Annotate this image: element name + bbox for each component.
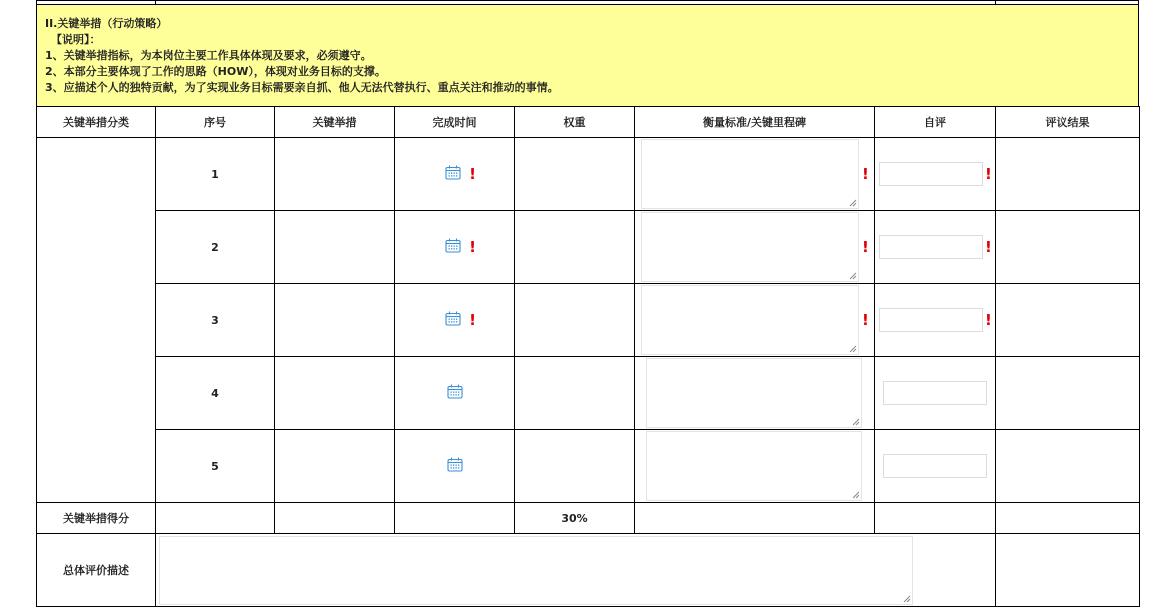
- criteria-cell: [635, 138, 875, 211]
- review-cell: [996, 211, 1140, 284]
- criteria-textarea[interactable]: [646, 431, 862, 501]
- due-date-cell: [395, 138, 515, 211]
- criteria-cell: [635, 357, 875, 430]
- row-seq: 5: [156, 430, 275, 503]
- weight-total: 30%: [515, 503, 635, 534]
- header-due-date: 完成时间: [395, 107, 515, 138]
- note-label: 【说明】：: [51, 33, 101, 46]
- self-eval-cell: [875, 138, 996, 211]
- criteria-cell: [635, 430, 875, 503]
- resize-grip-icon[interactable]: [903, 595, 911, 603]
- overall-description-textarea[interactable]: [159, 536, 913, 605]
- key-measures-form: [36, 0, 1139, 607]
- resize-grip-icon[interactable]: [849, 272, 857, 280]
- header-seq: 序号: [156, 107, 275, 138]
- resize-grip-icon[interactable]: [852, 418, 860, 426]
- required-mark: !: [469, 238, 476, 256]
- weight-cell[interactable]: [515, 430, 635, 503]
- category-cell: [37, 138, 156, 503]
- criteria-textarea[interactable]: [641, 212, 859, 282]
- resize-grip-icon[interactable]: [849, 199, 857, 207]
- calendar-icon[interactable]: [445, 311, 461, 329]
- key-measures-table: [36, 106, 1140, 607]
- measure-cell[interactable]: [275, 284, 395, 357]
- weight-cell[interactable]: [515, 284, 635, 357]
- table-row: [37, 138, 1140, 211]
- header-criteria: 衡量标准/关键里程碑: [635, 107, 875, 138]
- table-row: [37, 430, 1140, 503]
- measure-cell[interactable]: [275, 430, 395, 503]
- overall-description-cell: [156, 534, 996, 607]
- criteria-textarea[interactable]: [641, 139, 859, 209]
- criteria-cell: [635, 284, 875, 357]
- score-measure-cell: [275, 503, 395, 534]
- header-self-eval: 自评: [875, 107, 996, 138]
- criteria-textarea[interactable]: [641, 285, 859, 355]
- self-eval-cell: [875, 284, 996, 357]
- self-eval-input[interactable]: [879, 235, 983, 259]
- self-eval-cell: [875, 357, 996, 430]
- required-mark: !: [985, 165, 992, 183]
- self-eval-input[interactable]: [883, 454, 987, 478]
- required-mark: !: [862, 238, 869, 256]
- score-seq-cell: [156, 503, 275, 534]
- due-date-cell: [395, 211, 515, 284]
- section-heading: II.关键举措（行动策略）: [45, 17, 168, 30]
- row-seq: 4: [156, 357, 275, 430]
- self-eval-cell: [875, 430, 996, 503]
- self-eval-input[interactable]: [879, 162, 983, 186]
- measure-cell[interactable]: [275, 138, 395, 211]
- overall-review-cell: [996, 534, 1140, 607]
- self-eval-cell: [875, 211, 996, 284]
- due-date-cell: [395, 430, 515, 503]
- score-date-cell: [395, 503, 515, 534]
- due-date-cell: [395, 357, 515, 430]
- row-seq: 3: [156, 284, 275, 357]
- score-review-cell: [996, 503, 1140, 534]
- calendar-icon[interactable]: [445, 165, 461, 183]
- required-mark: !: [985, 311, 992, 329]
- calendar-icon[interactable]: [445, 238, 461, 256]
- measure-cell[interactable]: [275, 357, 395, 430]
- header-row: [37, 107, 1140, 138]
- required-mark: !: [985, 238, 992, 256]
- header-weight: 权重: [515, 107, 635, 138]
- criteria-textarea[interactable]: [646, 358, 862, 428]
- row-seq: 2: [156, 211, 275, 284]
- header-category: 关键举措分类: [37, 107, 156, 138]
- calendar-icon[interactable]: [447, 384, 463, 402]
- header-review: 评议结果: [996, 107, 1140, 138]
- required-mark: !: [862, 311, 869, 329]
- due-date-cell: [395, 284, 515, 357]
- required-mark: !: [469, 165, 476, 183]
- score-criteria-cell: [635, 503, 875, 534]
- score-self-eval-cell: [875, 503, 996, 534]
- score-label: 关键举措得分: [37, 503, 156, 534]
- required-mark: !: [862, 165, 869, 183]
- measure-cell[interactable]: [275, 211, 395, 284]
- self-eval-input[interactable]: [883, 381, 987, 405]
- row-seq: 1: [156, 138, 275, 211]
- note-line-1: 1、关键举措指标，为本岗位主要工作具体体现及要求，必须遵守。: [45, 49, 372, 62]
- header-measure: 关键举措: [275, 107, 395, 138]
- criteria-cell: [635, 211, 875, 284]
- table-row: [37, 284, 1140, 357]
- note-line-2: 2、本部分主要体现了工作的思路（HOW），体现对业务目标的支撑。: [45, 65, 386, 78]
- required-mark: !: [469, 311, 476, 329]
- overall-description-label: 总体评价描述: [37, 534, 156, 607]
- review-cell: [996, 284, 1140, 357]
- score-row: [37, 503, 1140, 534]
- overall-description-row: [37, 534, 1140, 607]
- weight-cell[interactable]: [515, 357, 635, 430]
- review-cell: [996, 430, 1140, 503]
- table-row: [37, 357, 1140, 430]
- calendar-icon[interactable]: [447, 457, 463, 475]
- section-intro: [36, 4, 1139, 107]
- self-eval-input[interactable]: [879, 308, 983, 332]
- review-cell: [996, 138, 1140, 211]
- note-line-3: 3、应描述个人的独特贡献，为了实现业务目标需要亲自抓、他人无法代替执行、重点关注和推动的事情。: [45, 81, 559, 94]
- review-cell: [996, 357, 1140, 430]
- weight-cell[interactable]: [515, 211, 635, 284]
- resize-grip-icon[interactable]: [852, 491, 860, 499]
- weight-cell[interactable]: [515, 138, 635, 211]
- resize-grip-icon[interactable]: [849, 345, 857, 353]
- table-row: [37, 211, 1140, 284]
